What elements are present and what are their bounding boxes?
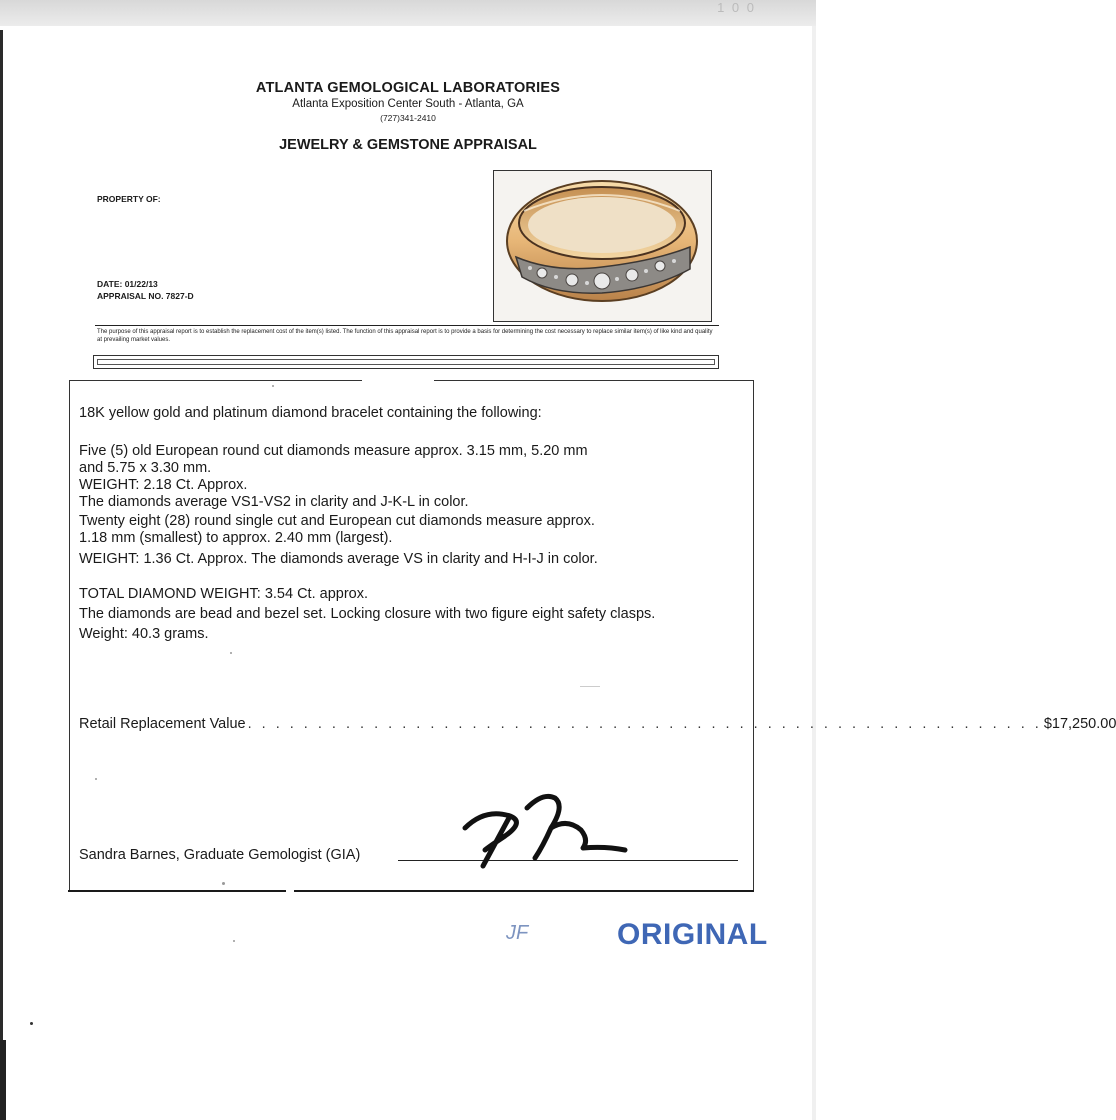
description-line: Five (5) old European round cut diamonds measure approx. 3.15 mm, 5.20 mm xyxy=(79,443,588,459)
lab-name: ATLANTA GEMOLOGICAL LABORATORIES xyxy=(255,80,561,96)
scan-top-edge xyxy=(0,0,816,26)
value-label: Retail Replacement Value xyxy=(79,716,246,732)
original-stamp: ORIGINAL xyxy=(617,918,768,951)
appraisal-number-field: APPRAISAL NO. 7827-D xyxy=(97,291,194,301)
date-field: DATE: 01/22/13 xyxy=(97,279,158,289)
disclaimer-rule xyxy=(95,325,719,326)
total-diamond-weight: TOTAL DIAMOND WEIGHT: 3.54 Ct. approx. xyxy=(79,586,368,602)
replacement-value-row xyxy=(79,716,1116,734)
bottom-rule xyxy=(68,890,754,892)
stamp-initials: JF xyxy=(506,922,529,944)
description-line: 1.18 mm (smallest) to approx. 2.40 mm (largest). xyxy=(79,530,393,546)
scan-binding-edge xyxy=(0,1040,6,1120)
description-line: and 5.75 x 3.30 mm. xyxy=(79,460,212,476)
corner-mark: 1 0 0 xyxy=(717,0,756,15)
handwritten-signature xyxy=(455,788,635,868)
scan-left-edge xyxy=(0,30,3,1120)
lab-address: Atlanta Exposition Center South - Atlanta, GA xyxy=(292,98,524,110)
bracelet-image xyxy=(494,171,711,321)
dot-leader: . . . . . . . . . . . . . . . . . . . . . . . . . . . . . . . . . . . . . . . . . . . . . . . . . . . . . . . . . xyxy=(247,716,1042,732)
item-summary: 18K yellow gold and platinum diamond bracelet containing the following: xyxy=(79,405,542,421)
appraiser-signature-label: Sandra Barnes, Graduate Gemologist (GIA) xyxy=(79,847,361,863)
scan-right-edge xyxy=(812,26,816,1120)
description-line: WEIGHT: 2.18 Ct. Approx. xyxy=(79,477,248,493)
item-weight: Weight: 40.3 grams. xyxy=(79,626,209,642)
property-of-label: PROPERTY OF: xyxy=(97,194,161,204)
description-line: The diamonds average VS1-VS2 in clarity and J-K-L in color. xyxy=(79,494,469,510)
value-amount: $17,250.00 xyxy=(1043,716,1116,732)
lab-phone: (727)341-2410 xyxy=(380,113,436,123)
double-rule-box xyxy=(93,355,719,369)
bracelet-photo xyxy=(493,170,712,322)
setting-description: The diamonds are bead and bezel set. Locking closure with two figure eight safety clasps. xyxy=(79,606,656,622)
description-line: Twenty eight (28) round single cut and European cut diamonds measure approx. xyxy=(79,513,595,529)
document-title: JEWELRY & GEMSTONE APPRAISAL xyxy=(279,137,537,153)
description-line: WEIGHT: 1.36 Ct. Approx. The diamonds average VS in clarity and H-I-J in color. xyxy=(79,551,598,567)
disclaimer-text: The purpose of this appraisal report is to establish the replacement cost of the item(s) listed. The function of this appraisal report is to provide a basis for determining the cost necessary to replace similar item(s) of like kind and quality at prevailing market values. xyxy=(97,329,713,343)
